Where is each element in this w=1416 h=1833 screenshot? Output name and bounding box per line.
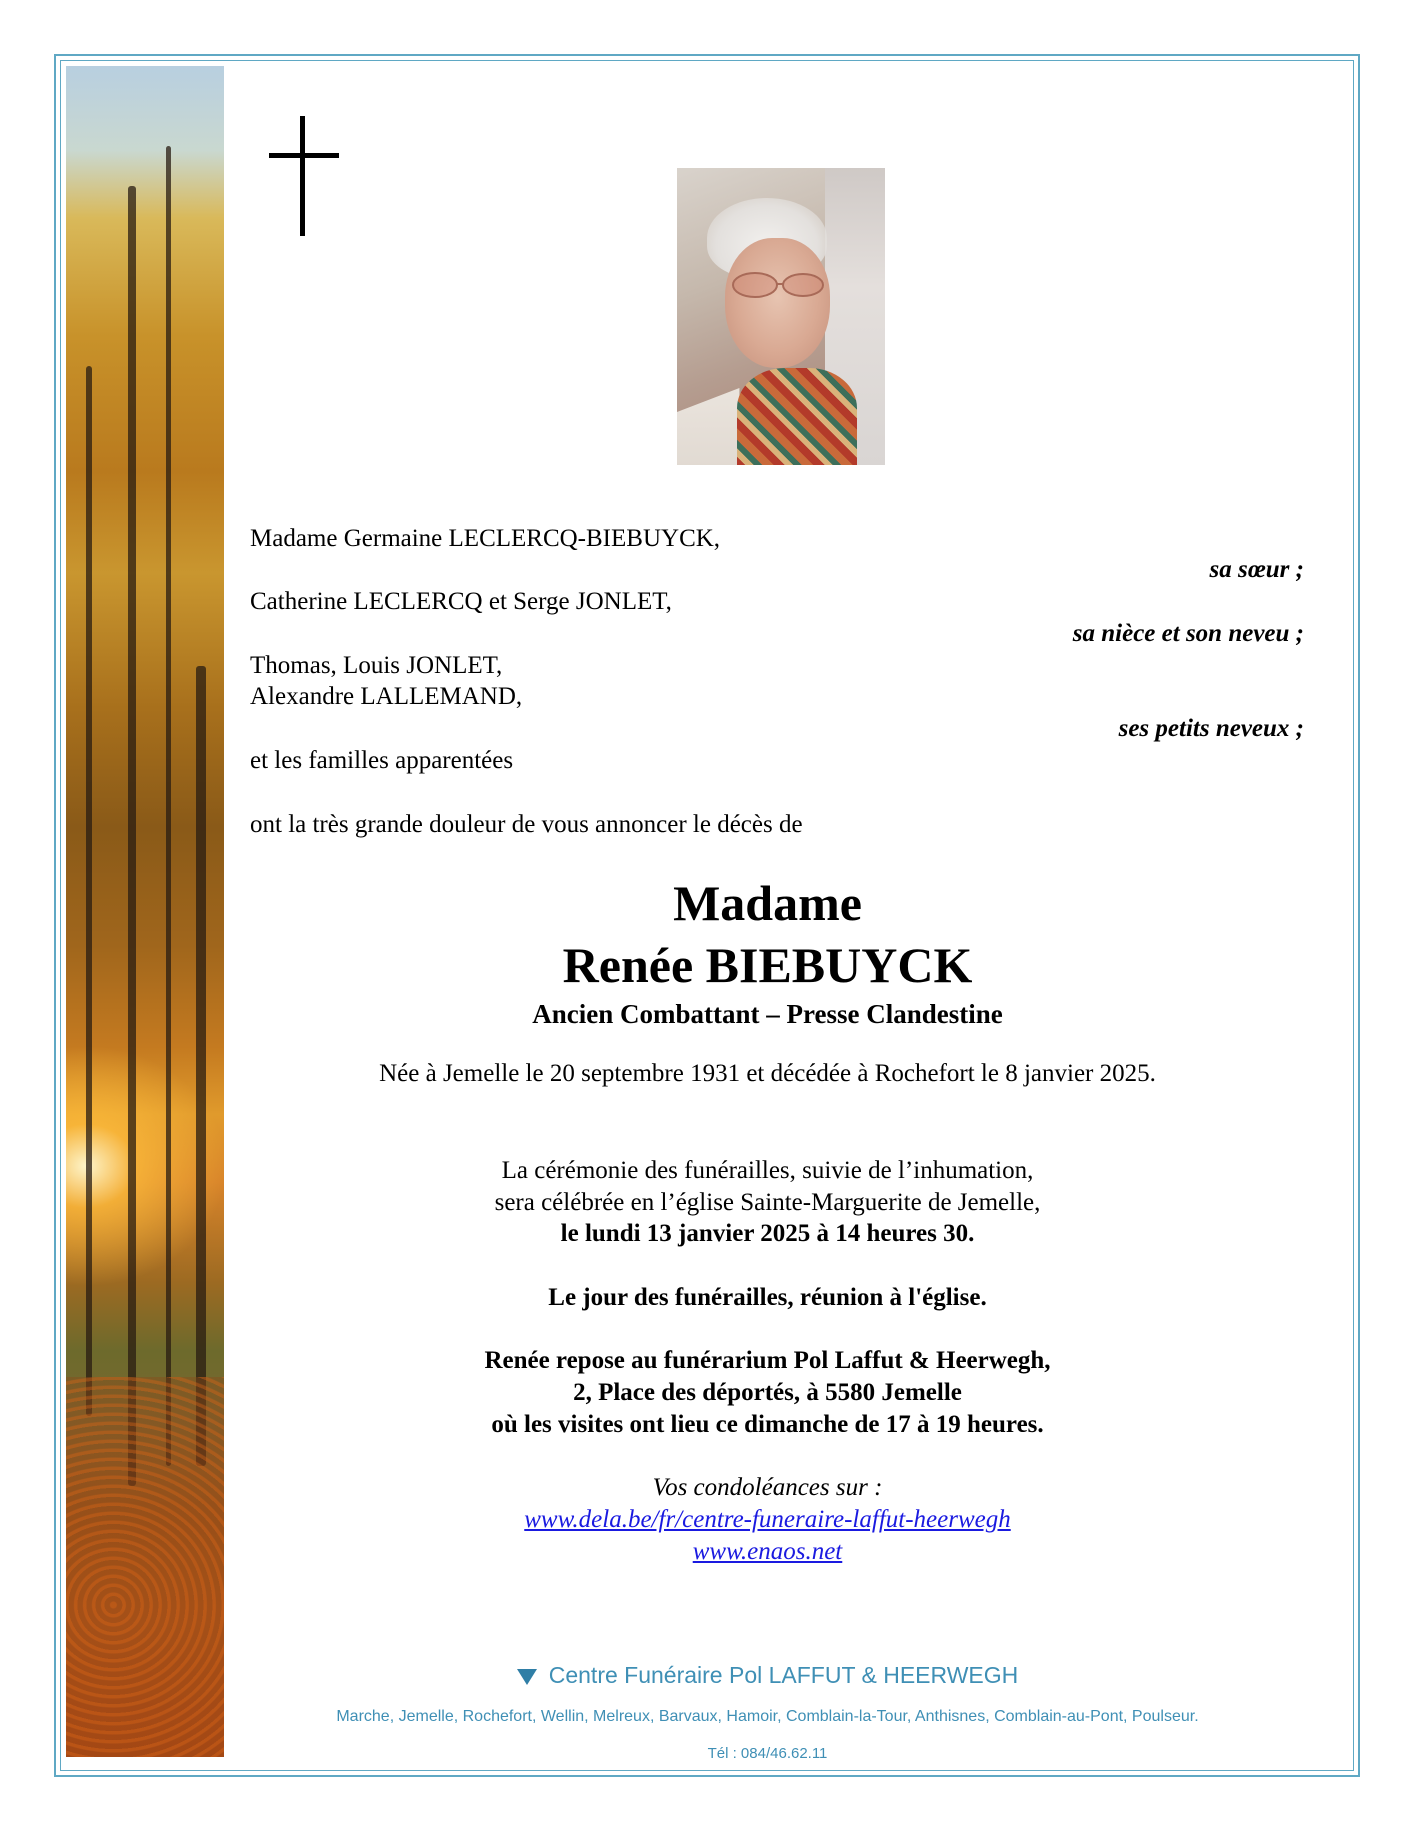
visits-line-3: où les visites ont lieu ce dimanche de 17 à 19 heures. — [491, 1411, 1044, 1438]
deceased-subtitle: Ancien Combattant – Presse Clandestine — [532, 999, 1003, 1029]
family-line-grandnephews-2: Alexandre LALLEMAND, — [250, 683, 523, 710]
family-role-sister: sa sœur ; — [1209, 556, 1304, 583]
autumn-trees-image — [66, 66, 224, 1757]
funeral-home-phone: Tél : 084/46.62.11 — [707, 1745, 828, 1762]
family-role-grandnephews: ses petits neveux ; — [1118, 715, 1304, 742]
ceremony-line-1: La cérémonie des funérailles, suivie de l’inhumation, — [501, 1157, 1034, 1184]
portrait-photo — [677, 168, 885, 465]
deceased-title: Madame — [673, 875, 862, 931]
ceremony-meeting: Le jour des funérailles, réunion à l'église. — [548, 1284, 987, 1311]
funeral-home-name-text: Centre Funéraire Pol LAFFUT & HEERWEGH — [548, 1662, 1019, 1688]
visits-line-2: 2, Place des déportés, à 5580 Jemelle — [573, 1379, 962, 1406]
triangle-down-icon — [517, 1669, 537, 1685]
visits-line-1: Renée repose au funérarium Pol Laffut & Heerwegh, — [484, 1347, 1051, 1374]
family-line-sister: Madame Germaine LECLERCQ-BIEBUYCK, — [250, 525, 721, 552]
condolences-link-enaos[interactable]: www.enaos.net — [692, 1538, 843, 1565]
deceased-name: Renée BIEBUYCK — [562, 937, 973, 993]
family-role-niece-nephew: sa nièce et son neveu ; — [1072, 620, 1304, 647]
funeral-home-name — [240, 1661, 1295, 1689]
announcement-line: ont la très grande douleur de vous annoncer le décès de — [250, 811, 803, 838]
cross-icon — [269, 116, 339, 236]
ceremony-line-2: sera célébrée en l’église Sainte-Marguerite de Jemelle, — [494, 1189, 1041, 1216]
condolences-label: Vos condoléances sur : — [652, 1474, 883, 1501]
funeral-home-towns: Marche, Jemelle, Rochefort, Wellin, Melreux, Barvaux, Hamoir, Comblain-la-Tour, Anthisnes, Comblain-au-Pont, Poulseur. — [336, 1708, 1199, 1725]
ceremony-datetime: le lundi 13 janvier 2025 à 14 heures 30. — [560, 1220, 975, 1247]
condolences-link-dela[interactable]: www.dela.be/fr/centre-funeraire-laffut-heerwegh — [524, 1506, 1011, 1533]
condolences-link-row-1 — [240, 1505, 1295, 1535]
deceased-dates: Née à Jemelle le 20 septembre 1931 et décédée à Rochefort le 8 janvier 2025. — [379, 1060, 1156, 1087]
condolences-link-row-2 — [240, 1537, 1295, 1567]
family-line-relatives: et les familles apparentées — [250, 747, 514, 774]
family-line-grandnephews-1: Thomas, Louis JONLET, — [250, 652, 503, 679]
family-line-niece-nephew: Catherine LECLERCQ et Serge JONLET, — [250, 588, 672, 615]
